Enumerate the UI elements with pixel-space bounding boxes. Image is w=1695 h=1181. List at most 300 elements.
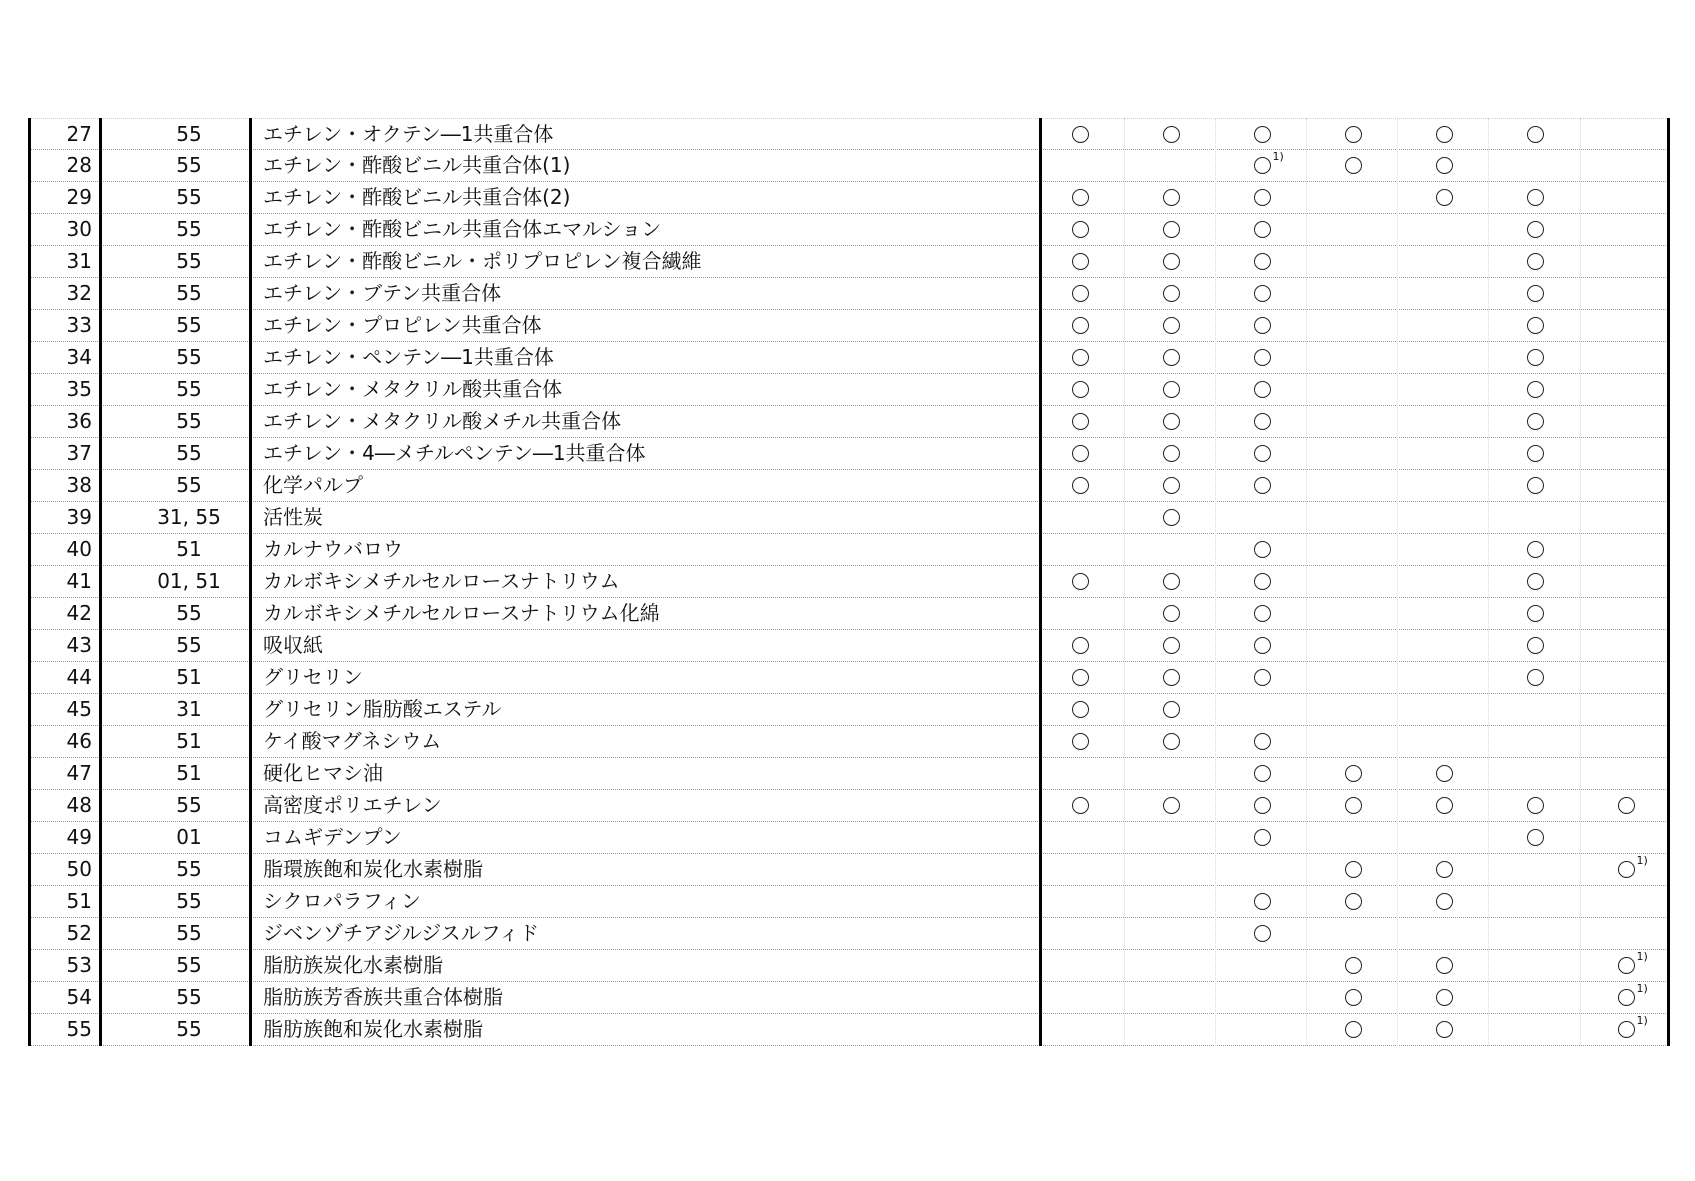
circle-icon bbox=[1254, 150, 1284, 174]
circle-icon bbox=[1436, 861, 1453, 878]
row-code: 01, 51 bbox=[157, 569, 221, 593]
circle-mark-icon bbox=[1067, 790, 1093, 821]
row-number: 51 bbox=[66, 889, 92, 913]
circle-icon bbox=[1072, 413, 1089, 430]
substance-name: コムギデンプン bbox=[263, 825, 402, 849]
circle-mark-icon bbox=[1158, 502, 1184, 533]
circle-icon bbox=[1254, 797, 1271, 814]
column-rule bbox=[99, 118, 102, 1046]
circle-icon bbox=[1527, 605, 1544, 622]
footnote-mark: 1) bbox=[1636, 982, 1648, 995]
table-row bbox=[28, 566, 1670, 598]
circle-icon bbox=[1072, 349, 1089, 366]
circle-icon bbox=[1436, 1021, 1453, 1038]
circle-icon bbox=[1163, 669, 1180, 686]
table-row bbox=[28, 182, 1670, 214]
circle-icon bbox=[1163, 381, 1180, 398]
footnote-mark: 1) bbox=[1636, 854, 1648, 867]
row-number: 44 bbox=[66, 665, 92, 689]
row-number: 32 bbox=[66, 281, 92, 305]
row-code: 55 bbox=[176, 281, 202, 305]
substance-name: シクロパラフィン bbox=[263, 889, 421, 913]
circle-icon bbox=[1618, 982, 1648, 1006]
row-code: 55 bbox=[176, 377, 202, 401]
circle-icon bbox=[1254, 349, 1271, 366]
table-row bbox=[28, 822, 1670, 854]
circle-icon bbox=[1254, 317, 1271, 334]
circle-icon bbox=[1618, 797, 1635, 814]
circle-icon bbox=[1618, 950, 1648, 974]
row-number: 48 bbox=[66, 793, 92, 817]
column-divider bbox=[1124, 118, 1125, 1046]
table-row bbox=[28, 758, 1670, 790]
circle-mark-icon bbox=[1067, 246, 1093, 277]
circle-icon bbox=[1436, 765, 1453, 782]
row-number: 55 bbox=[66, 1017, 92, 1041]
circle-icon bbox=[1072, 381, 1089, 398]
substance-name: エチレン・4―メチルペンテン―1共重合体 bbox=[263, 441, 646, 465]
circle-icon bbox=[1345, 157, 1362, 174]
circle-mark-icon bbox=[1340, 119, 1366, 150]
column-rule bbox=[1667, 118, 1670, 1046]
substance-name: 硬化ヒマシ油 bbox=[263, 761, 383, 785]
circle-mark-icon bbox=[1158, 662, 1184, 693]
circle-icon bbox=[1436, 189, 1453, 206]
substance-name: 脂環族飽和炭化水素樹脂 bbox=[263, 857, 483, 881]
circle-mark-icon bbox=[1067, 310, 1093, 341]
circle-mark-icon bbox=[1431, 886, 1457, 917]
circle-icon bbox=[1527, 285, 1544, 302]
circle-mark-icon bbox=[1522, 662, 1548, 693]
circle-icon bbox=[1163, 189, 1180, 206]
row-number: 41 bbox=[66, 569, 92, 593]
circle-mark-icon bbox=[1340, 790, 1366, 821]
circle-mark-icon bbox=[1340, 150, 1366, 181]
circle-mark-icon bbox=[1522, 534, 1548, 565]
row-number: 36 bbox=[66, 409, 92, 433]
circle-icon bbox=[1163, 477, 1180, 494]
circle-mark-icon bbox=[1158, 406, 1184, 437]
table-row bbox=[28, 950, 1670, 982]
circle-icon bbox=[1254, 925, 1271, 942]
circle-icon bbox=[1163, 605, 1180, 622]
circle-icon bbox=[1527, 413, 1544, 430]
row-number: 34 bbox=[66, 345, 92, 369]
circle-icon bbox=[1163, 509, 1180, 526]
circle-icon bbox=[1527, 573, 1544, 590]
circle-icon bbox=[1072, 445, 1089, 462]
circle-icon bbox=[1254, 573, 1271, 590]
row-number: 52 bbox=[66, 921, 92, 945]
circle-mark-icon bbox=[1067, 726, 1093, 757]
row-number: 46 bbox=[66, 729, 92, 753]
circle-icon bbox=[1436, 989, 1453, 1006]
circle-mark-icon bbox=[1431, 950, 1457, 981]
circle-mark-icon bbox=[1067, 214, 1093, 245]
circle-icon bbox=[1254, 477, 1271, 494]
circle-mark-icon bbox=[1249, 119, 1275, 150]
row-code: 55 bbox=[176, 953, 202, 977]
table-row bbox=[28, 214, 1670, 246]
circle-mark-icon bbox=[1158, 790, 1184, 821]
circle-icon bbox=[1072, 797, 1089, 814]
circle-mark-icon bbox=[1522, 214, 1548, 245]
circle-icon bbox=[1254, 413, 1271, 430]
circle-mark-icon bbox=[1613, 790, 1639, 821]
row-number: 30 bbox=[66, 217, 92, 241]
circle-mark-icon bbox=[1522, 630, 1548, 661]
row-code: 55 bbox=[176, 633, 202, 657]
circle-mark-icon bbox=[1522, 406, 1548, 437]
row-number: 28 bbox=[66, 153, 92, 177]
row-number: 45 bbox=[66, 697, 92, 721]
circle-mark-icon bbox=[1067, 406, 1093, 437]
circle-icon bbox=[1436, 126, 1453, 143]
circle-mark-icon bbox=[1522, 374, 1548, 405]
circle-icon bbox=[1163, 701, 1180, 718]
substance-name: ケイ酸マグネシウム bbox=[263, 729, 442, 753]
row-number: 50 bbox=[66, 857, 92, 881]
circle-mark-icon bbox=[1158, 438, 1184, 469]
row-number: 42 bbox=[66, 601, 92, 625]
circle-icon bbox=[1163, 221, 1180, 238]
circle-icon bbox=[1254, 829, 1271, 846]
circle-icon bbox=[1527, 253, 1544, 270]
circle-icon bbox=[1072, 317, 1089, 334]
table-row bbox=[28, 502, 1670, 534]
circle-mark-icon bbox=[1067, 438, 1093, 469]
row-number: 39 bbox=[66, 505, 92, 529]
circle-icon bbox=[1527, 189, 1544, 206]
circle-mark-icon bbox=[1249, 310, 1275, 341]
circle-mark-icon bbox=[1158, 566, 1184, 597]
circle-icon bbox=[1254, 221, 1271, 238]
row-code: 55 bbox=[176, 409, 202, 433]
circle-mark-icon bbox=[1431, 854, 1457, 885]
column-divider bbox=[1215, 118, 1216, 1046]
circle-mark-icon bbox=[1158, 694, 1184, 725]
circle-mark-icon bbox=[1158, 598, 1184, 629]
row-code: 55 bbox=[176, 889, 202, 913]
circle-mark-icon bbox=[1158, 374, 1184, 405]
circle-mark-icon bbox=[1158, 470, 1184, 501]
circle-icon bbox=[1254, 445, 1271, 462]
circle-mark-icon bbox=[1249, 214, 1275, 245]
circle-icon bbox=[1163, 349, 1180, 366]
circle-mark-icon bbox=[1249, 246, 1275, 277]
circle-mark-icon bbox=[1522, 438, 1548, 469]
circle-icon bbox=[1527, 477, 1544, 494]
substance-name: 高密度ポリエチレン bbox=[263, 793, 442, 817]
circle-mark-icon bbox=[1067, 278, 1093, 309]
circle-mark-icon bbox=[1249, 470, 1275, 501]
circle-icon bbox=[1254, 541, 1271, 558]
substance-name: 活性炭 bbox=[263, 505, 323, 529]
circle-mark-icon bbox=[1067, 662, 1093, 693]
footnote-mark: 1) bbox=[1272, 150, 1284, 163]
circle-mark-icon bbox=[1249, 406, 1275, 437]
row-code: 31 bbox=[176, 697, 202, 721]
circle-icon bbox=[1527, 349, 1544, 366]
substance-name: エチレン・酢酸ビニル共重合体(2) bbox=[263, 185, 571, 209]
column-rule bbox=[249, 118, 252, 1046]
row-code: 55 bbox=[176, 985, 202, 1009]
circle-mark-icon bbox=[1340, 982, 1366, 1013]
circle-mark-icon bbox=[1340, 854, 1366, 885]
row-number: 54 bbox=[66, 985, 92, 1009]
substance-name: 吸収紙 bbox=[263, 633, 323, 657]
circle-icon bbox=[1163, 445, 1180, 462]
circle-mark-icon bbox=[1158, 342, 1184, 373]
table-row bbox=[28, 406, 1670, 438]
circle-mark-icon bbox=[1431, 758, 1457, 789]
table-row bbox=[28, 150, 1670, 182]
circle-icon bbox=[1527, 829, 1544, 846]
table-row bbox=[28, 1014, 1670, 1046]
row-code: 55 bbox=[176, 857, 202, 881]
circle-mark-icon bbox=[1249, 342, 1275, 373]
circle-mark-icon bbox=[1067, 470, 1093, 501]
circle-icon bbox=[1527, 637, 1544, 654]
substance-name: 脂肪族飽和炭化水素樹脂 bbox=[263, 1017, 483, 1041]
substance-name: エチレン・メタクリル酸共重合体 bbox=[263, 377, 563, 401]
circle-mark-icon bbox=[1613, 1014, 1648, 1045]
circle-mark-icon bbox=[1249, 758, 1275, 789]
circle-mark-icon bbox=[1431, 790, 1457, 821]
table-row bbox=[28, 342, 1670, 374]
circle-icon bbox=[1163, 637, 1180, 654]
circle-icon bbox=[1254, 253, 1271, 270]
circle-icon bbox=[1254, 637, 1271, 654]
substance-name: ジベンゾチアジルジスルフィド bbox=[263, 921, 539, 945]
circle-icon bbox=[1527, 317, 1544, 334]
circle-icon bbox=[1072, 733, 1089, 750]
circle-icon bbox=[1072, 637, 1089, 654]
substance-name: グリセリン脂肪酸エステル bbox=[263, 697, 502, 721]
column-divider bbox=[1488, 118, 1489, 1046]
row-code: 55 bbox=[176, 217, 202, 241]
row-number: 38 bbox=[66, 473, 92, 497]
circle-icon bbox=[1163, 733, 1180, 750]
circle-icon bbox=[1436, 893, 1453, 910]
circle-mark-icon bbox=[1067, 566, 1093, 597]
circle-mark-icon bbox=[1067, 342, 1093, 373]
row-code: 51 bbox=[176, 665, 202, 689]
circle-icon bbox=[1072, 253, 1089, 270]
row-code: 55 bbox=[176, 249, 202, 273]
circle-mark-icon bbox=[1158, 119, 1184, 150]
row-code: 55 bbox=[176, 793, 202, 817]
row-code: 51 bbox=[176, 537, 202, 561]
table-row bbox=[28, 982, 1670, 1014]
circle-icon bbox=[1163, 317, 1180, 334]
circle-icon bbox=[1072, 573, 1089, 590]
circle-icon bbox=[1345, 989, 1362, 1006]
circle-mark-icon bbox=[1431, 982, 1457, 1013]
substance-name: グリセリン bbox=[263, 665, 363, 689]
row-number: 29 bbox=[66, 185, 92, 209]
circle-mark-icon bbox=[1249, 438, 1275, 469]
circle-mark-icon bbox=[1431, 182, 1457, 213]
column-divider bbox=[1397, 118, 1398, 1046]
circle-icon bbox=[1254, 893, 1271, 910]
circle-mark-icon bbox=[1522, 790, 1548, 821]
substance-name: エチレン・ペンテン―1共重合体 bbox=[263, 345, 554, 369]
circle-icon bbox=[1527, 445, 1544, 462]
circle-mark-icon bbox=[1249, 630, 1275, 661]
circle-mark-icon bbox=[1158, 182, 1184, 213]
circle-icon bbox=[1254, 765, 1271, 782]
row-code: 01 bbox=[176, 825, 202, 849]
circle-icon bbox=[1163, 573, 1180, 590]
circle-icon bbox=[1618, 1014, 1648, 1038]
row-code: 55 bbox=[176, 185, 202, 209]
circle-mark-icon bbox=[1158, 726, 1184, 757]
substance-name: カルナウバロウ bbox=[263, 537, 403, 561]
row-code: 51 bbox=[176, 761, 202, 785]
circle-mark-icon bbox=[1613, 950, 1648, 981]
circle-icon bbox=[1527, 797, 1544, 814]
row-code: 55 bbox=[176, 345, 202, 369]
circle-icon bbox=[1345, 797, 1362, 814]
circle-mark-icon bbox=[1249, 598, 1275, 629]
circle-icon bbox=[1618, 854, 1648, 878]
row-number: 47 bbox=[66, 761, 92, 785]
table-row bbox=[28, 310, 1670, 342]
circle-icon bbox=[1254, 189, 1271, 206]
circle-mark-icon bbox=[1158, 246, 1184, 277]
table-row bbox=[28, 534, 1670, 566]
column-divider bbox=[1580, 118, 1581, 1046]
circle-mark-icon bbox=[1522, 566, 1548, 597]
row-number: 35 bbox=[66, 377, 92, 401]
table-row bbox=[28, 694, 1670, 726]
circle-mark-icon bbox=[1431, 150, 1457, 181]
row-number: 37 bbox=[66, 441, 92, 465]
substance-name: エチレン・メタクリル酸メチル共重合体 bbox=[263, 409, 622, 433]
table-row bbox=[28, 918, 1670, 950]
footnote-mark: 1) bbox=[1636, 1014, 1648, 1027]
table-row bbox=[28, 662, 1670, 694]
circle-icon bbox=[1527, 669, 1544, 686]
circle-icon bbox=[1163, 126, 1180, 143]
circle-mark-icon bbox=[1067, 119, 1093, 150]
row-code: 55 bbox=[176, 313, 202, 337]
circle-mark-icon bbox=[1067, 630, 1093, 661]
circle-icon bbox=[1527, 221, 1544, 238]
circle-mark-icon bbox=[1613, 854, 1648, 885]
row-code: 31, 55 bbox=[157, 505, 221, 529]
circle-mark-icon bbox=[1522, 598, 1548, 629]
row-number: 53 bbox=[66, 953, 92, 977]
substance-name: エチレン・オクテン―1共重合体 bbox=[263, 122, 554, 146]
row-code: 55 bbox=[176, 473, 202, 497]
row-number: 33 bbox=[66, 313, 92, 337]
circle-mark-icon bbox=[1249, 374, 1275, 405]
circle-icon bbox=[1345, 893, 1362, 910]
circle-mark-icon bbox=[1249, 278, 1275, 309]
circle-mark-icon bbox=[1249, 150, 1284, 181]
circle-mark-icon bbox=[1249, 822, 1275, 853]
circle-icon bbox=[1527, 126, 1544, 143]
circle-mark-icon bbox=[1522, 470, 1548, 501]
circle-mark-icon bbox=[1340, 758, 1366, 789]
circle-mark-icon bbox=[1522, 278, 1548, 309]
circle-icon bbox=[1254, 669, 1271, 686]
circle-mark-icon bbox=[1067, 374, 1093, 405]
circle-icon bbox=[1072, 189, 1089, 206]
circle-mark-icon bbox=[1249, 918, 1275, 949]
circle-icon bbox=[1072, 285, 1089, 302]
circle-mark-icon bbox=[1249, 886, 1275, 917]
table-row bbox=[28, 278, 1670, 310]
table-row bbox=[28, 854, 1670, 886]
circle-icon bbox=[1163, 413, 1180, 430]
circle-mark-icon bbox=[1249, 182, 1275, 213]
table-row bbox=[28, 118, 1670, 150]
row-code: 55 bbox=[176, 441, 202, 465]
circle-mark-icon bbox=[1522, 119, 1548, 150]
row-number: 40 bbox=[66, 537, 92, 561]
table-row bbox=[28, 438, 1670, 470]
row-code: 51 bbox=[176, 729, 202, 753]
circle-mark-icon bbox=[1249, 534, 1275, 565]
row-code: 55 bbox=[176, 921, 202, 945]
circle-mark-icon bbox=[1431, 1014, 1457, 1045]
circle-icon bbox=[1345, 765, 1362, 782]
circle-mark-icon bbox=[1158, 278, 1184, 309]
circle-mark-icon bbox=[1158, 310, 1184, 341]
circle-mark-icon bbox=[1522, 342, 1548, 373]
circle-icon bbox=[1072, 669, 1089, 686]
table-row bbox=[28, 598, 1670, 630]
data-table bbox=[28, 118, 1670, 1046]
circle-mark-icon bbox=[1522, 310, 1548, 341]
circle-mark-icon bbox=[1067, 182, 1093, 213]
table-row bbox=[28, 790, 1670, 822]
circle-icon bbox=[1345, 861, 1362, 878]
circle-icon bbox=[1254, 733, 1271, 750]
circle-mark-icon bbox=[1158, 630, 1184, 661]
circle-icon bbox=[1163, 253, 1180, 270]
circle-mark-icon bbox=[1522, 822, 1548, 853]
circle-mark-icon bbox=[1249, 662, 1275, 693]
circle-icon bbox=[1072, 477, 1089, 494]
column-divider bbox=[1306, 118, 1307, 1046]
circle-mark-icon bbox=[1613, 982, 1648, 1013]
circle-icon bbox=[1254, 285, 1271, 302]
table-row bbox=[28, 726, 1670, 758]
row-number: 31 bbox=[66, 249, 92, 273]
table-row bbox=[28, 470, 1670, 502]
substance-name: 脂肪族芳香族共重合体樹脂 bbox=[263, 985, 503, 1009]
circle-icon bbox=[1254, 381, 1271, 398]
column-rule bbox=[1039, 118, 1042, 1046]
table-row bbox=[28, 630, 1670, 662]
table-row bbox=[28, 246, 1670, 278]
footnote-mark: 1) bbox=[1636, 950, 1648, 963]
circle-icon bbox=[1163, 285, 1180, 302]
circle-icon bbox=[1072, 221, 1089, 238]
circle-mark-icon bbox=[1431, 119, 1457, 150]
circle-icon bbox=[1345, 1021, 1362, 1038]
row-number: 43 bbox=[66, 633, 92, 657]
table-row bbox=[28, 374, 1670, 406]
table-row bbox=[28, 886, 1670, 918]
substance-name: カルボキシメチルセルロースナトリウム化綿 bbox=[263, 601, 660, 625]
circle-icon bbox=[1072, 126, 1089, 143]
circle-icon bbox=[1345, 957, 1362, 974]
